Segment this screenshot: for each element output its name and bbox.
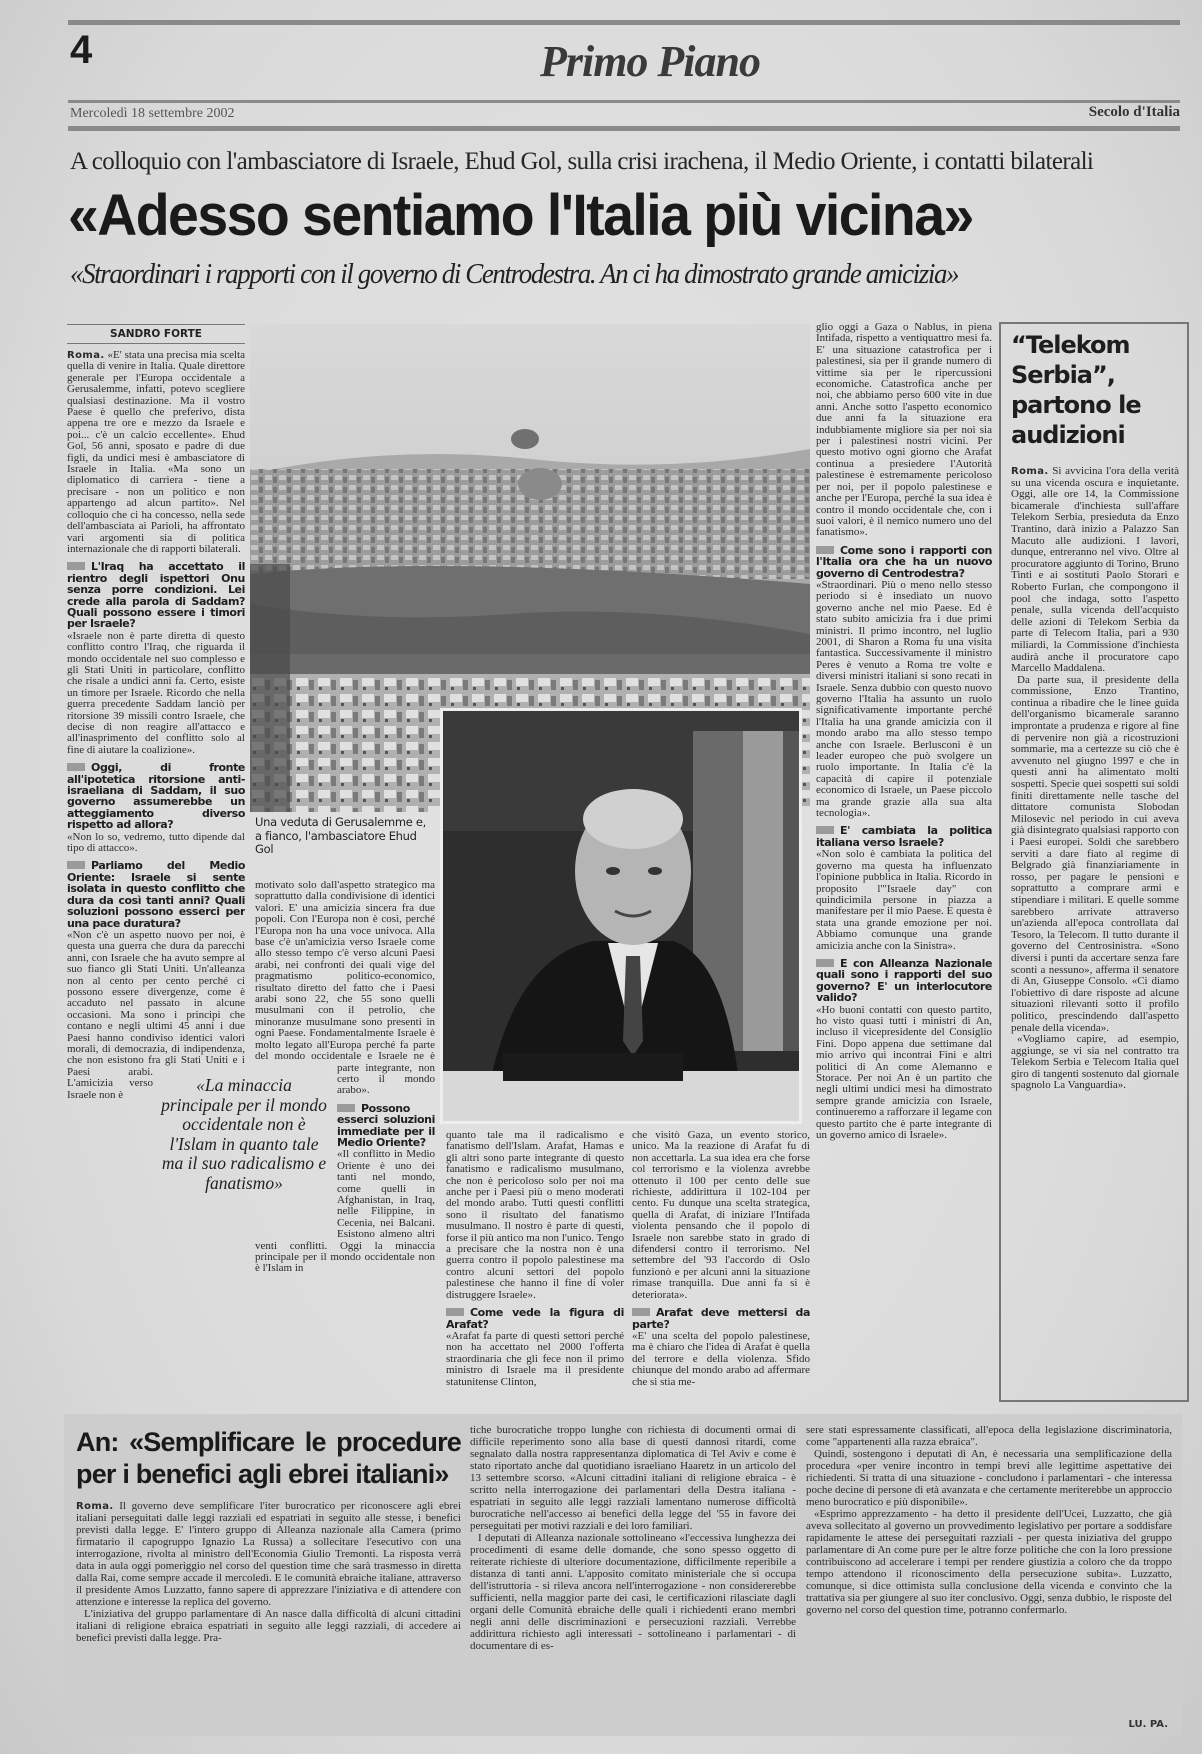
paragraph — [67, 350, 245, 555]
interview-answer: «Israele non è parte diretta di questo conflitto contro l'Iraq, che riguarda il mondo occidentale nel suo complesso e gli Stati Uniti in particolare, conflitto che risale a undici anni fa. Certo, esiste un timore per Israele. Ricordo che nella guerra precedente Saddam lanciò per ritorsione 39 missili contro Israele, che decise di non reagire all'attacco e all'inasprimento del conflitto solo al fine di aiutare la coalizione». — [67, 629, 245, 756]
question-marker — [816, 826, 834, 834]
question-text: Oggi, di fronte all'ipotetica ritorsione anti-israeliana di Saddam, il suo governo assumerebbe un atteggiamento diverso rispetto ad allora? — [67, 761, 245, 832]
paragraph: «Esprimo apprezzamento - ha detto il presidente dell'Ucei, Luzzatto, che già aveva sollecitato al governo un provvedimento legislativo per portare a soddisfare rapidamente le attese dei perseguitati razziali - per questa iniziativa del gruppo parlamentare di An come pure per le altre forze politiche che con la loro pressione contribuiscono ad accelerare i tempi per rendere giustizia a coloro che da troppo tempo attendono il riconoscimento della persecuzione subita». Luzzatto, comunque, si dice ottimista sulla conclusione della vicenda e convinto che la trattativa sia per giungere al suo iter conclusivo. Oggi, senza dubbio, le risposte del governo nel corso del question time, potranno confermarlo. — [806, 1508, 1172, 1616]
question-marker — [816, 959, 834, 967]
article-column-1 — [67, 324, 245, 1404]
dateline: Roma. — [67, 350, 105, 361]
dateline: Roma. — [76, 1501, 114, 1512]
paragraph — [76, 1500, 461, 1608]
interview-answer: glio oggi a Gaza o Nablus, in piena Intifada, rispetto a ventiquattro mesi fa. E' una situazione catastrofica per i palestinesi, sia per il grande numero di vittime sia per le ripercussioni economiche. Catastrofica anche per noi, che abbiamo perso 600 vite in due anni. Anche sotto l'aspetto economico due anni fa la situazione era indubbiamente migliore sia per noi sia per i palestinesi nostri vicini. Per questo motivo ogni giorno che Arafat continua a presiedere l'Autorità palestinese è estremamente pericoloso per noi, per il popolo palestinese e anche per l'Europa, perché la sua idea è contro il mondo occidentale che, con i suoi valori, è il nemico numero uno del fanatismo». — [816, 322, 992, 539]
question-text: E' cambiata la politica italiana verso Israele? — [816, 824, 992, 849]
interview-answer: quanto tale ma il radicalismo e fanatismo dell'Islam. Arafat, Hamas e gli altri sono parte integrante di questo fanatismo e radicalismo musulmano, che non è pericoloso solo per noi ma anche per i Paesi più o meno moderati del mondo arabo. Tutti questi conflitti sono il risultato del fanatismo musulmano. Il nostro è parte di questi, forse il più antico ma non l'unico. Tengo a precisare che la nostra non è una guerra contro il popolo palestinese ma contro alcuni settori del popolo palestinese che hanno il fine di voler distruggere Israele». — [446, 1130, 624, 1301]
article-column-4 — [632, 1130, 810, 1408]
paragraph-text: Il governo deve semplificare l'iter burocratico per riconoscere agli ebrei italiani perseguitati dalle leggi razziali ed espatriati in seguito alle stesse, i benefici previsti dalla legge. E' l'intero gruppo di Alleanza nazionale alla Camera (primo firmatario il capogruppo Ignazio La Russa) a sollecitare l'esecutivo con una interrogazione, rivolta al ministro dell'Economia Giulio Tremonti. La risposta verrà data in aula oggi pomeriggio nel corso del question time che sarà trasmesso in diretta dalla Rai, come sempre accade il mercoledì. E le comunità ebraiche italiane, attraverso il presidente Amos Luzzatto, fanno sapere di apprezzare l'iniziativa e di attendere con attenzione e interesse la replica del governo. — [76, 1500, 461, 1608]
paragraph-text: «E' stata una precisa mia scelta quella di venire in Italia. Quale direttore generale per l'Europa occidentale a Gerusalemme, infatti, potevo scegliere qualsiasi destinazione. Ma il vostro Paese è quello che preferivo, dista appena tre ore e mezzo da Israele e poi... c'è un calcio eccellente». Ehud Gol, 56 anni, sposato e padre di due figli, da undici mesi è ambasciatore di Israele in Italia. «Ma sono un diplomatico di carriera - tiene a precisare - non un politico e non appartengo ad alcun partito». Nel colloquio che ci ha concesso, nella sede dell'ambasciata ai Parioli, ha affrontato vari argomenti sia di politica internazionale che di rapporti bilaterali. — [67, 349, 245, 555]
article-column-3 — [446, 1130, 624, 1408]
paragraph: «Vogliamo capire, ad esempio, aggiunge, se vi sia nel contratto tra Telekom Serbia e Telecom Italia quel giro di tangenti sostenuto dal giornale spagnolo La Vanguardia». — [1011, 1033, 1179, 1092]
question-marker — [632, 1308, 650, 1316]
question-marker — [67, 861, 85, 869]
interview-answer: motivato solo dall'aspetto strategico ma soprattutto dalla condivisione di identici valori. E' una amicizia sincera fra due popoli. Con l'Europa non è così, perché l'Europa non ha una voce univoca. Alla base c'è un'amicizia verso Israele come allo stesso tempo c'è verso alcuni Paesi arabi, nei confronti dei quali vige del pragmatismo politico-economico, risultato diretto del fatto che i Paesi arabi sono 22, che 55 sono quelli musulmani con il petrolio, che minoranze musulmane sono presenti in ogni Paese. Fondamentalmente Israele è molto legato all'Europa perché fa parte del mondo occidentale e Israele ne è parte integrante, non certo il mondo arabo». — [255, 880, 435, 1097]
interview-answer: «Non lo so, vedremo, tutto dipende dal tipo di attacco». — [67, 830, 245, 855]
interview-question — [67, 762, 245, 830]
question-marker — [67, 763, 85, 771]
bottom-article — [64, 1414, 1182, 1736]
interview-answer: «Straordinari. Più o meno nello stesso periodo si è insediato un nuovo governo anche nel mio Paese. Ed è stato subito amicizia fra i due primi ministri. Il primo incontro, nel luglio 2001, di Sharon a Roma fu una visita fantastica. Successivamente il ministro Peres è venuto a Roma tre volte e diversi ministri italiani si sono recati in Israele. Senza dubbio con questo nuovo governo l'Italia ha assunto un ruolo significativamente importante perché l'Italia ha una grande amicizia con il mondo arabo ma allo stesso tempo anche con Israele. Berlusconi è un leader europeo che può svolgere un ruolo importante. In Italia c'è la capacità di capire il potenziale economico di Israele, un Paese piccolo ma grande grazie alla sua alta tecnologia». — [816, 578, 992, 820]
masthead-bottom-rule — [68, 126, 1180, 131]
paragraph: Quindi, sostengono i deputati di An, è necessaria una semplificazione della procedura «per venire incontro in tempi brevi alle legittime aspettative dei richiedenti. Si tratta di una situazione - concludono i parlamentari - che interessa poche decine di persone di età avanzata e che certamente meriterebbe un approccio meno burocratico e più disponibile». — [806, 1448, 1172, 1508]
interview-answer: «Non solo è cambiata la politica del governo ma questa ha influenzato l'opinione pubblica in Italia. Ricordo in proposito l'"Israele day" con quindicimila persone in piazza a manifestare per il mio Paese. E questa è stata una grande emozione per noi. Abbiamo comunque una grande amicizia anche con la Sinistra». — [816, 848, 992, 952]
question-text: Come sono i rapporti con l'Italia ora che ha un nuovo governo di Centrodestra? — [816, 543, 992, 580]
bottom-column-2 — [470, 1424, 796, 1730]
top-rule — [68, 20, 1180, 25]
question-text: Possono esserci soluzioni immediate per il Medio Oriente? — [337, 1101, 435, 1149]
section-title: Primo Piano — [539, 37, 761, 86]
paragraph: tiche burocratiche troppo lunghe con richiesta di documenti ormai di difficile reperimento sono alla base di questi dannosi ritardi, come segnalato dalla nostra rappresentanza diplomatica di Tel Aviv e come è stato riportato anche dal quotidiano israeliano Haaretz in un articolo del 13 settembre scorso. «Alcuni cittadini italiani di religione ebraica - è scritto nella interrogazione dei parlamentari della Destra italiana - espatriati in seguito alle leggi razziali lamentano numerose difficoltà burocratiche nell'accesso ai benefici della legge del '55 in favore dei perseguitati per motivi razziali e dei loro familiari. — [470, 1424, 796, 1532]
sidebar-body — [1011, 466, 1179, 1092]
author-initials: LU. PA. — [1128, 1719, 1168, 1730]
interview-question — [816, 958, 992, 1004]
question-text: Arafat deve mettersi da parte? — [632, 1306, 810, 1331]
question-marker — [816, 546, 834, 554]
bottom-headline: An: «Semplificare le procedure per i benefici agli ebrei italiani» — [76, 1427, 461, 1489]
issue-date: Mercoledì 18 settembre 2002 — [70, 106, 235, 121]
bottom-column-3 — [806, 1424, 1172, 1714]
photo-caption: Una veduta di Gerusalemme e, a fianco, l'ambasciatore Ehud Gol — [255, 815, 427, 856]
interview-answer: che visitò Gaza, un evento storico, unico. Ma la reazione di Arafat fu di non accettarla. La sua idea era che forse col terrorismo e la violenza avrebbe ottenuto il 100 per cento delle sue richieste, addirittura il 102-104 per cento. Fu dunque una scelta strategica, quella di Arafat, di iniziare l'Intifada violenta pensando che il popolo di Israele non sarebbe stato in grado di difendersi contro il terrorismo. Nel settembre del '93 l'accordo di Oslo funzionò e per alcuni anni la situazione rimase tranquilla. Due anni fa si è deteriorata». — [632, 1130, 810, 1301]
paragraph — [1011, 466, 1179, 675]
question-text: L'Iraq ha accettato il rientro degli ispettori Onu senza porre condizioni. Lei crede alla parola di Saddam? Quali possono essere i timori per Israele? — [67, 560, 245, 631]
dateline: Roma. — [1011, 466, 1049, 477]
interview-question — [816, 545, 992, 579]
question-marker — [446, 1308, 464, 1316]
bottom-column-1 — [76, 1426, 461, 1730]
page-number: 4 — [70, 28, 93, 72]
byline: SANDRO FORTE — [67, 324, 245, 344]
paragraph: Da parte sua, il presidente della commissione, Enzo Trantino, continua a ribadire che le linee guida dell'organismo bicamerale saranno improntate a prudenza e rigore al fine di pervenire non già a ricostruzioni sommarie, ma a certezze su ciò che è avvenuto nel giugno 1997 e che in questi anni ha alimentato molti sospetti. Specie quei sospetti sui soldi finiti direttamente nelle tasche del dittatore comunista Slobodan Milosevic nel periodo in cui aveva già disintegrato qualsiasi rapporto con i Paesi europei. Soldi che sarebbero serviti a dare fiato al regime di Belgrado già finanziariamente in rosso, per pagare le pensioni e soprattutto a comprare armi e stipendiare i militari. E quelle somme sarebbero arrivate attraverso un'azienda all'epoca controllata dal Tesoro, la Telecom. Il tutto durante il governo del Centrosinistra. «Sono diversi i punti da accertare senza fare sconti a nessuno», afferma il senatore di An, Giuseppe Consolo. «Ci diamo l'obiettivo di dare risposte ad alcune situazioni rilevanti sotto il profilo politico, prescindendo dall'aspetto penale della vicenda». — [1011, 673, 1180, 1034]
interview-answer: «Non c'è un aspetto nuovo per noi, è questa una guerra che dura da parecchi anni, con Israele che ha avuto sempre al suo fianco gli Stati Uniti. Un'alleanza non al cento per cento perché ci possono essere divergenze, come è accaduto nel passato in alcune occasioni. Ma sono i principi che contano e negli ultimi 45 anni i due Paesi hanno condiviso identici valori morali, di democrazia, di indipendenza, che non esistono fra gli Stati Uniti e i Paesi arabi. L'amicizia verso Israele non è — [67, 928, 245, 1101]
article-subtitle: «Straordinari i rapporti con il governo di Centrodestra. An ci ha dimostrato grande amicizia» — [70, 258, 959, 290]
interview-question — [67, 561, 245, 629]
paragraph: L'iniziativa del gruppo parlamentare di An nasce dalla difficoltà di alcuni cittadini italiani di religione ebraica espatriati in seguito alle leggi razziali, di accedere ai benefici previsti dalla legge. Pra- — [76, 1608, 461, 1644]
article-kicker: A colloquio con l'ambasciatore di Israele, Ehud Gol, sulla crisi irachena, il Medio Oriente, i contatti bilaterali — [70, 148, 1094, 175]
interview-answer: «E' una scelta del popolo palestinese, ma è chiaro che l'idea di Arafat è quella del terrore e della violenza. Sfido chiunque del mondo arabo ad affermare che si stia me- — [632, 1329, 810, 1388]
article-headline: «Adesso sentiamo l'Italia più vicina» — [68, 183, 973, 248]
masthead-rule — [68, 100, 1180, 103]
question-text: Parliamo del Medio Oriente: Israele si sente isolata in questo conflitto che dura da così tanti anni? Quali soluzioni possono esserci per una pace duratura? — [67, 859, 245, 930]
interview-answer: «Ho buoni contatti con questo partito, ho visto quasi tutti i ministri di An, incluso il vicepresidente del Consiglio Fini. Dopo appena due settimane dal mio arrivo qui incontrai Fini e altri politici di An come Alemanno e Storace. Per noi An è un partito che negli ultimi undici mesi ha dimostrato sempre grande amicizia con Israele, continueremo a rafforzare il legame con questo partito che è parte integrante di un governo amico di Israele». — [816, 1003, 992, 1142]
sidebar-headline: “Telekom Serbia”, partono le audizioni — [1011, 331, 1141, 449]
question-text: E con Alleanza Nazionale quali sono i rapporti del suo governo? E' un interlocutore valido? — [816, 956, 992, 1005]
interview-answer: «Arafat fa parte di questi settori perché non ha accettato nel 2000 l'offerta straordinaria che gli fece non il primo ministro di Israele ma il presidente statunitense Clinton, — [446, 1329, 624, 1388]
paragraph: I deputati di Alleanza nazionale sottolineano «l'eccessiva lunghezza dei procedimenti di esame delle domande, che sono spesso oggetto di reiterate richieste di ulteriore documentazione, difficilmente reperibile a distanza di tanti anni. L'apposito comitato ministeriale che si occupa dell'istruttoria - si rileva ancora nell'interrogazione - non considererebbe sufficienti, nella maggior parte dei casi, le certificazioni rilasciate dagli organi delle Comunità ebraiche delle quali i richiedenti erano membri negli anni delle discriminazioni e persecuzioni razziali. Verrebbe addirittura richiesto agli interessati - sottolineano i parlamentari - di documentare di es- — [470, 1532, 796, 1652]
interview-question — [446, 1307, 624, 1330]
sidebar-article-telekom — [999, 322, 1189, 1402]
question-text: Come vede la figura di Arafat? — [446, 1306, 624, 1331]
interview-question — [67, 860, 245, 928]
question-marker — [337, 1104, 355, 1112]
ambassador-photo — [440, 708, 802, 1124]
interview-answer: «Il conflitto in Medio Oriente è uno dei tanti nel mondo, come quelli in Afghanistan, in Iraq, nelle Filippine, in Cecenia, nei Balcani. Esistono almeno altri venti conflitti. Oggi la minaccia principale per il mondo occidentale non è l'Islam in — [255, 1148, 435, 1275]
interview-question — [816, 825, 992, 848]
pull-quote: «La minaccia principale per il mondo occidentale non è l'Islam in quanto tale ma il suo radicalismo e fanatismo» — [161, 1075, 327, 1193]
article-column-5 — [816, 322, 992, 1404]
paragraph-text: Si avvicina l'ora della verità su una vicenda oscura e inquietante. Oggi, alle ore 14, la Commissione bicamerale d'inchiesta sull'affare Telekom Serbia, presieduta da Enzo Trantino, darà inizio a Palazzo San Macuto alle audizioni. I lavori, dunque, entreranno nel vivo. Oltre al procuratore aggiunto di Torino, Bruno Tinti e ai sostituti Paolo Storari e Roberto Furlan, che compongono il pool che indaga, sotto l'aspetto penale, sulla vicenda dell'acquisto delle azioni di Telekom Serbia da parte di Telecom Italia, pari a 930 miliardi, la Commissione d'inchiesta audirà anche il procuratore capo Marcello Maddalena. — [1011, 465, 1179, 675]
question-marker — [67, 562, 85, 570]
newspaper-name: Secolo d'Italia — [1088, 104, 1180, 120]
paragraph: sere stati espressamente classificati, all'epoca della legislazione discriminatoria, come "appartenenti alla razza ebraica". — [806, 1424, 1172, 1448]
interview-question — [632, 1307, 810, 1330]
